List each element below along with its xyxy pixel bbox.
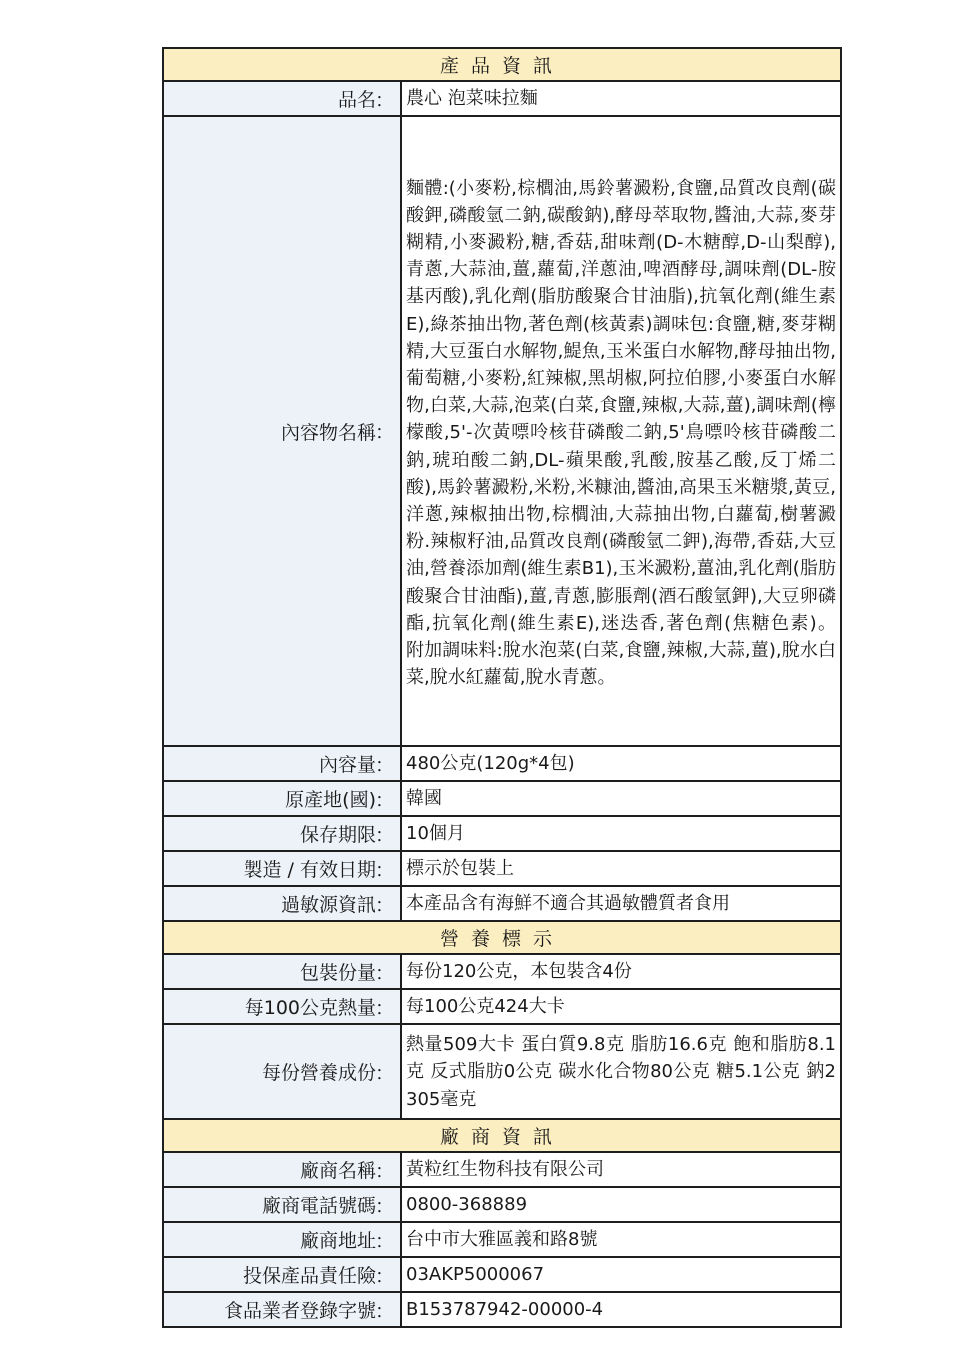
value-product-name: 農心 泡菜味拉麵 <box>401 81 841 116</box>
colon: ： <box>374 894 394 916</box>
colon: ： <box>374 1160 394 1182</box>
label-text: 包裝份量 <box>299 962 376 984</box>
label-serving <box>163 954 401 989</box>
colon: ： <box>374 89 394 111</box>
label-text: 內容量 <box>318 754 376 776</box>
value-dates: 標示於包裝上 <box>401 851 841 886</box>
value-vendor-phone: 0800-368889 <box>401 1187 841 1222</box>
colon: ： <box>374 1195 394 1217</box>
section-header-product: 產品資訊 <box>163 48 841 81</box>
label-origin <box>163 781 401 816</box>
colon: ： <box>374 1062 394 1084</box>
label-text: 保存期限 <box>299 824 376 846</box>
label-allergen <box>163 886 401 921</box>
label-text: 投保產品責任險 <box>242 1265 376 1287</box>
label-text: 廠商電話號碼 <box>261 1195 376 1217</box>
row-product-name <box>163 81 841 116</box>
label-vendor-name <box>163 1152 401 1187</box>
section-header-vendor: 廠商資訊 <box>163 1119 841 1152</box>
colon: ： <box>374 754 394 776</box>
colon: ： <box>374 1230 394 1252</box>
row-vendor-phone <box>163 1187 841 1222</box>
colon: ： <box>374 789 394 811</box>
row-vendor-name <box>163 1152 841 1187</box>
value-content: 480公克(120g*4包) <box>401 746 841 781</box>
colon: ： <box>374 1265 394 1287</box>
value-per-serving: 熱量509大卡 蛋白質9.8克 脂肪16.6克 飽和脂肪8.1克 反式脂肪0公克 碳水化合物80公克 糖5.1公克 鈉2305毫克 <box>401 1024 841 1119</box>
label-shelf-life <box>163 816 401 851</box>
section-row-product <box>163 48 841 81</box>
row-serving <box>163 954 841 989</box>
label-text: 製造 / 有效日期 <box>243 859 376 881</box>
label-text: 內容物名稱 <box>280 421 376 444</box>
label-per100 <box>163 989 401 1024</box>
row-origin <box>163 781 841 816</box>
value-insurance: 03AKP5000067 <box>401 1257 841 1292</box>
value-allergen: 本產品含有海鮮不適合其過敏體質者食用 <box>401 886 841 921</box>
colon: ： <box>374 997 394 1019</box>
label-per-serving <box>163 1024 401 1119</box>
label-insurance <box>163 1257 401 1292</box>
product-info-sheet <box>162 47 911 1328</box>
value-per100: 每100公克424大卡 <box>401 989 841 1024</box>
colon: ： <box>374 962 394 984</box>
row-shelf-life <box>163 816 841 851</box>
label-text: 品名 <box>337 89 376 111</box>
row-registration <box>163 1292 841 1327</box>
value-vendor-address: 台中市大雅區義和路8號 <box>401 1222 841 1257</box>
label-text: 每100公克熱量 <box>244 997 376 1019</box>
label-ingredients <box>163 116 401 746</box>
label-vendor-address <box>163 1222 401 1257</box>
label-vendor-phone <box>163 1187 401 1222</box>
row-per-serving <box>163 1024 841 1119</box>
label-text: 廠商名稱 <box>299 1160 376 1182</box>
section-header-nutrition: 營養標示 <box>163 921 841 954</box>
label-text: 原產地(國) <box>285 789 376 811</box>
label-text: 廠商地址 <box>299 1230 376 1252</box>
section-row-nutrition <box>163 921 841 954</box>
value-origin: 韓國 <box>401 781 841 816</box>
value-registration: B153787942-00000-4 <box>401 1292 841 1327</box>
colon: ： <box>374 824 394 846</box>
value-shelf-life: 10個月 <box>401 816 841 851</box>
value-serving: 每份120公克，本包裝含4份 <box>401 954 841 989</box>
row-insurance <box>163 1257 841 1292</box>
label-text: 食品業者登錄字號 <box>223 1300 376 1322</box>
colon: ： <box>374 1300 394 1322</box>
colon: ： <box>374 421 394 444</box>
colon: ： <box>374 859 394 881</box>
label-dates <box>163 851 401 886</box>
label-text: 過敏源資訊 <box>280 894 376 916</box>
row-per100 <box>163 989 841 1024</box>
section-row-vendor <box>163 1119 841 1152</box>
row-content <box>163 746 841 781</box>
row-ingredients <box>163 116 841 746</box>
value-ingredients: 麵體:(小麥粉,棕櫚油,馬鈴薯澱粉,食鹽,品質改良劑(碳酸鉀,磷酸氫二鈉,碳酸鈉),酵母萃取物,醬油,大蒜,麥芽糊精,小麥澱粉,糖,香菇,甜味劑(D-木糖醇,D-山梨醇),青蔥,大蒜油,薑,蘿蔔,洋蔥油,啤酒酵母,調味劑(DL-胺基丙酸),乳化劑(脂肪酸聚合甘油脂),抗氧化劑(維生素E),綠茶抽出物,著色劑(核黃素)調味包:食鹽,糖,麥芽糊精,大豆蛋白水解物,鯷魚,玉米蛋白水解物,酵母抽出物,葡萄糖,小麥粉,紅辣椒,黑胡椒,阿拉伯膠,小麥蛋白水解物,白菜,大蒜,泡菜(白菜,食鹽,辣椒,大蒜,薑),調味劑(檸檬酸,5'-次黃嘌呤核苷磷酸二鈉,5'鳥嘌呤核苷磷酸二鈉,琥珀酸二鈉,DL-蘋果酸,乳酸,胺基乙酸,反丁烯二酸),馬鈴薯澱粉,米粉,米糠油,醬油,高果玉米糖漿,黃豆,洋蔥,辣椒抽出物,棕櫚油,大蒜抽出物,白蘿蔔,樹薯澱粉.辣椒籽油,品質改良劑(磷酸氫二鉀),海帶,香菇,大豆油,營養添加劑(維生素B1),玉米澱粉,薑油,乳化劑(脂肪酸聚合甘油酯),薑,青蔥,膨脹劑(酒石酸氫鉀),大豆卵磷酯,抗氧化劑(維生素E),迷迭香,著色劑(焦糖色素)。 附加調味料:脫水泡菜(白菜,食鹽,辣椒,大蒜,薑),脫水白菜,脫水紅蘿蔔,脫水青蔥。 <box>401 116 841 746</box>
row-allergen <box>163 886 841 921</box>
label-registration <box>163 1292 401 1327</box>
value-vendor-name: 黃粒红生物科技有限公司 <box>401 1152 841 1187</box>
row-vendor-address <box>163 1222 841 1257</box>
label-product-name <box>163 81 401 116</box>
label-content <box>163 746 401 781</box>
label-text: 每份營養成份 <box>261 1062 376 1084</box>
row-dates <box>163 851 841 886</box>
